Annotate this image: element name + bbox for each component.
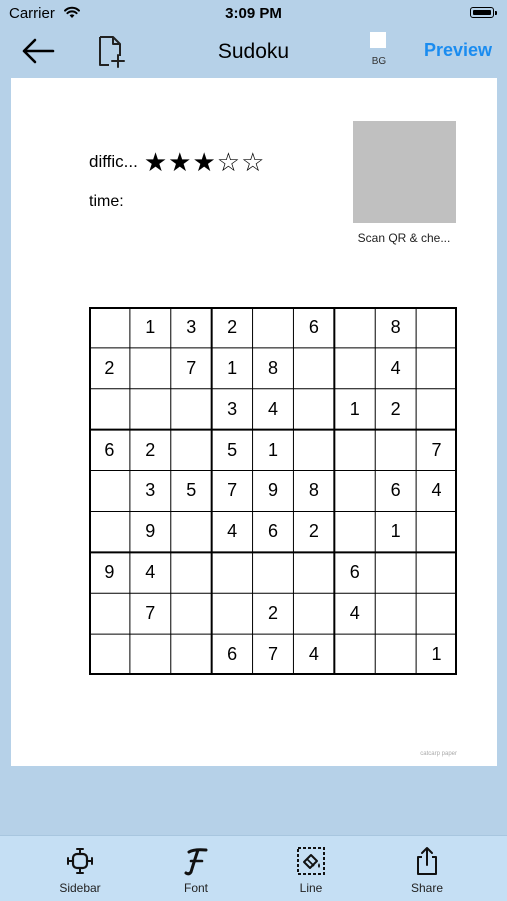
- sudoku-cell: 6: [308, 316, 319, 337]
- sudoku-cell: 4: [267, 398, 278, 419]
- carrier-label: Carrier: [9, 5, 55, 22]
- sudoku-cell: [253, 552, 294, 593]
- time-label: time:: [89, 193, 124, 210]
- sudoku-cell: 9: [267, 480, 278, 501]
- sudoku-cell: [416, 348, 457, 389]
- sudoku-cell: [89, 511, 130, 552]
- sudoku-cell: 4: [227, 521, 238, 542]
- sudoku-cell: 7: [267, 644, 278, 665]
- sudoku-cell: [130, 389, 171, 430]
- sudoku-cell: [293, 430, 334, 471]
- sudoku-cell: [416, 511, 457, 552]
- tab-label: Sidebar: [59, 881, 101, 895]
- sudoku-cell: 4: [349, 603, 360, 624]
- sudoku-grid: [89, 307, 457, 675]
- sudoku-cell: 6: [227, 644, 238, 665]
- tab-sidebar[interactable]: [40, 836, 120, 901]
- clock: 3:09 PM: [225, 5, 282, 22]
- share-icon: [411, 845, 443, 877]
- sudoku-cell: 8: [308, 480, 319, 501]
- sudoku-cell: [334, 471, 375, 512]
- sudoku-cell: [293, 593, 334, 634]
- sudoku-cell: 9: [104, 562, 115, 583]
- difficulty-stars: ★★★☆☆: [143, 147, 266, 177]
- preview-button[interactable]: Preview: [423, 40, 492, 60]
- sudoku-cell: 3: [186, 316, 197, 337]
- sudoku-cell: 2: [390, 398, 401, 419]
- sudoku-cell: [171, 634, 212, 675]
- sudoku-cell: [375, 430, 416, 471]
- sudoku-cell: [171, 552, 212, 593]
- qr-code-placeholder: [353, 121, 456, 223]
- sudoku-cell: [171, 511, 212, 552]
- sudoku-cell: 5: [186, 480, 197, 501]
- sudoku-cell: [416, 552, 457, 593]
- sudoku-cell: [212, 552, 253, 593]
- tab-line[interactable]: [271, 836, 351, 901]
- background-color-button[interactable]: [362, 30, 396, 72]
- sudoku-cell: [334, 307, 375, 348]
- tab-label: Line: [299, 881, 323, 895]
- tab-share[interactable]: [387, 836, 467, 901]
- sudoku-cell: [171, 430, 212, 471]
- sudoku-cell: 1: [349, 398, 360, 419]
- sudoku-cell: [416, 593, 457, 634]
- sudoku-cell: 1: [227, 357, 238, 378]
- sudoku-cell: 6: [104, 439, 115, 460]
- difficulty-row: [89, 149, 265, 175]
- difficulty-label: diffic...: [89, 152, 138, 171]
- status-bar: [0, 0, 507, 30]
- battery-icon: [470, 7, 494, 18]
- sudoku-cell: [130, 348, 171, 389]
- sudoku-cell: 2: [308, 521, 319, 542]
- sudoku-cell: 7: [145, 603, 156, 624]
- sudoku-cell: 3: [227, 398, 238, 419]
- sudoku-cell: [89, 634, 130, 675]
- sudoku-cell: 6: [349, 562, 360, 583]
- sudoku-cell: [334, 430, 375, 471]
- page-title: Sudoku: [217, 40, 290, 63]
- sudoku-cell: [253, 307, 294, 348]
- line-icon: [295, 845, 327, 877]
- sudoku-cell: 7: [431, 439, 442, 460]
- sudoku-cell: [334, 348, 375, 389]
- sudoku-cell: 1: [145, 316, 156, 337]
- background-swatch: [370, 32, 386, 48]
- sudoku-cell: [89, 471, 130, 512]
- sudoku-cell: [89, 307, 130, 348]
- font-icon: [180, 845, 212, 877]
- sudoku-cell: [416, 389, 457, 430]
- sudoku-cell: 8: [267, 357, 278, 378]
- brand-watermark: catcarp paper: [420, 751, 457, 757]
- sudoku-cell: 2: [104, 357, 115, 378]
- sudoku-cell: 7: [227, 480, 238, 501]
- tab-bar: [0, 835, 507, 901]
- sudoku-cell: [171, 593, 212, 634]
- sudoku-cell: [212, 593, 253, 634]
- sudoku-cell: [171, 389, 212, 430]
- tab-label: Font: [183, 881, 208, 895]
- sudoku-cell: 1: [390, 521, 401, 542]
- tab-label: Share: [410, 881, 444, 895]
- sudoku-cell: [416, 307, 457, 348]
- sudoku-cell: 4: [431, 480, 442, 501]
- sudoku-cell: 2: [267, 603, 278, 624]
- sudoku-cell: [89, 389, 130, 430]
- sudoku-cell: [293, 552, 334, 593]
- sudoku-cell: [375, 634, 416, 675]
- sudoku-cell: [293, 389, 334, 430]
- tab-font[interactable]: [156, 836, 236, 901]
- sudoku-cell: 1: [431, 644, 442, 665]
- sudoku-cell: 5: [227, 439, 238, 460]
- sudoku-cell: 2: [145, 439, 156, 460]
- sudoku-cell: [293, 348, 334, 389]
- sudoku-cell: 1: [267, 439, 278, 460]
- sudoku-cell: 7: [186, 357, 197, 378]
- nav-bar: [0, 30, 507, 78]
- sudoku-cell: [89, 593, 130, 634]
- sudoku-cell: 8: [390, 316, 401, 337]
- sudoku-cell: [334, 634, 375, 675]
- sudoku-cell: [130, 634, 171, 675]
- sudoku-cell: 4: [308, 644, 319, 665]
- sudoku-cell: 2: [227, 316, 238, 337]
- sudoku-cell: [375, 552, 416, 593]
- sudoku-cell: [375, 593, 416, 634]
- qr-caption: Scan QR & che...: [357, 231, 451, 245]
- sudoku-cell: 6: [390, 480, 401, 501]
- sudoku-cell: 4: [390, 357, 401, 378]
- sidebar-icon: [64, 845, 96, 877]
- sudoku-cell: 4: [145, 562, 156, 583]
- sudoku-cell: 6: [267, 521, 278, 542]
- sudoku-cell: [334, 511, 375, 552]
- sudoku-cell: 3: [145, 480, 156, 501]
- puzzle-paper: [11, 78, 497, 766]
- sudoku-cell: 9: [145, 521, 156, 542]
- bg-label: BG: [371, 56, 387, 67]
